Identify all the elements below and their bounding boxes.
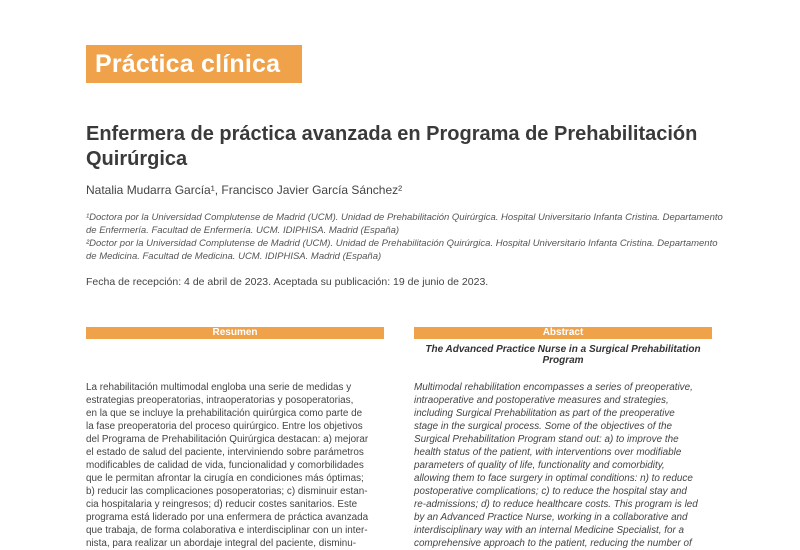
affiliation-1: ¹Doctora por la Universidad Complutense de Madrid (UCM). Unidad de Prehabilitación Quirúrgica. Hospital Universitario Infanta Cristina. Departamento de Enfermería. Facultad de Enfermería. UCM. IDIPHISA. Madrid (España) xyxy=(86,212,723,236)
authors: Natalia Mudarra García¹, Francisco Javier García Sánchez² xyxy=(86,183,403,197)
resumen-line: que le permitan afrontar la cirugía en condiciones más óptimas; xyxy=(86,473,364,484)
abstract-line: comprehensive approach to the patient, reducing the number of xyxy=(414,538,692,549)
resumen-line: La rehabilitación multimodal engloba una serie de medidas y xyxy=(86,382,352,393)
article-title: Enfermera de práctica avanzada en Programa de Prehabilitación Quirúrgica xyxy=(86,123,698,170)
resumen-line: en la que se incluye la prehabilitación quirúrgica como parte de xyxy=(86,408,363,419)
resumen-line: el estado de salud del paciente, interviniendo sobre parámetros xyxy=(86,447,364,458)
resumen-line: estrategias preoperatorias, intraoperatorias y posoperatorias, xyxy=(86,395,354,406)
resumen-line: del Programa de Prehabilitación Quirúrgica destacan: a) mejorar xyxy=(86,434,369,445)
abstract-line: Surgical Prehabilitation Program stand out: a) to improve the xyxy=(414,434,679,445)
resumen-line: nista, para realizar un abordaje integral del paciente, disminu- xyxy=(86,538,357,549)
abstract-body xyxy=(414,381,712,550)
section-tag: Práctica clínica xyxy=(86,45,302,83)
abstract-line: health status of the patient, with interventions over modifiable xyxy=(414,447,682,458)
abstract-header: Abstract xyxy=(414,327,712,339)
abstract-line: allowing them to face surgery in optimal conditions: n) to reduce xyxy=(414,473,693,484)
resumen-line: la fase preoperatoria del proceso quirúrgico. Entre los objetivos xyxy=(86,421,363,432)
affiliation-2: ²Doctor por la Universidad Complutense de Madrid (UCM). Unidad de Prehabilitación Quirúrgica. Hospital Universitario Infanta Cristina. Departamento de Medicina. Facultad de Medicina. UCM. IDIPHISA. Madrid (España) xyxy=(86,238,718,262)
resumen-line: programa está liderado por una enfermera de práctica avanzada xyxy=(86,512,369,523)
abstract-line: interdisciplinary way with an internal Medicine Specialist, for a xyxy=(414,525,685,536)
abstract-line: by an Advanced Practice Nurse, working in a collaborative and xyxy=(414,512,688,523)
resumen-line: modificables de calidad de vida, funcionalidad y comorbilidades xyxy=(86,460,364,471)
abstract-line: Multimodal rehabilitation encompasses a series of preoperative, xyxy=(414,382,693,393)
abstract-title: The Advanced Practice Nurse in a Surgical Prehabilitation Program xyxy=(425,344,701,366)
affiliations xyxy=(86,211,726,263)
resumen-line: cia hospitalaria y reingresos; d) reducir costes sanitarios. Este xyxy=(86,499,358,510)
resumen-line: que trabaja, de forma colaborativa e interdisciplinar con un inter- xyxy=(86,525,368,536)
abstract-line: re-admissions; d) to reduce healthcare costs. This program is led xyxy=(414,499,698,510)
resumen-header: Resumen xyxy=(86,327,384,339)
abstract-line: parameters of quality of life, functionality and comorbidity, xyxy=(414,460,665,471)
resumen-body xyxy=(86,381,384,550)
abstract-line: intraoperative and postoperative measures and strategies, xyxy=(414,395,669,406)
reception-dates: Fecha de recepción: 4 de abril de 2023. Aceptada su publicación: 19 de junio de 2023. xyxy=(86,276,489,288)
abstract-line: including Surgical Prehabilitation as part of the preoperative xyxy=(414,408,675,419)
abstract-line: stage in the surgical process. Some of the objectives of the xyxy=(414,421,672,432)
resumen-line: b) reducir las complicaciones posoperatorias; c) disminuir estan- xyxy=(86,486,368,497)
abstract-line: postoperative complications; c) to reduce the hospital stay and xyxy=(414,486,687,497)
